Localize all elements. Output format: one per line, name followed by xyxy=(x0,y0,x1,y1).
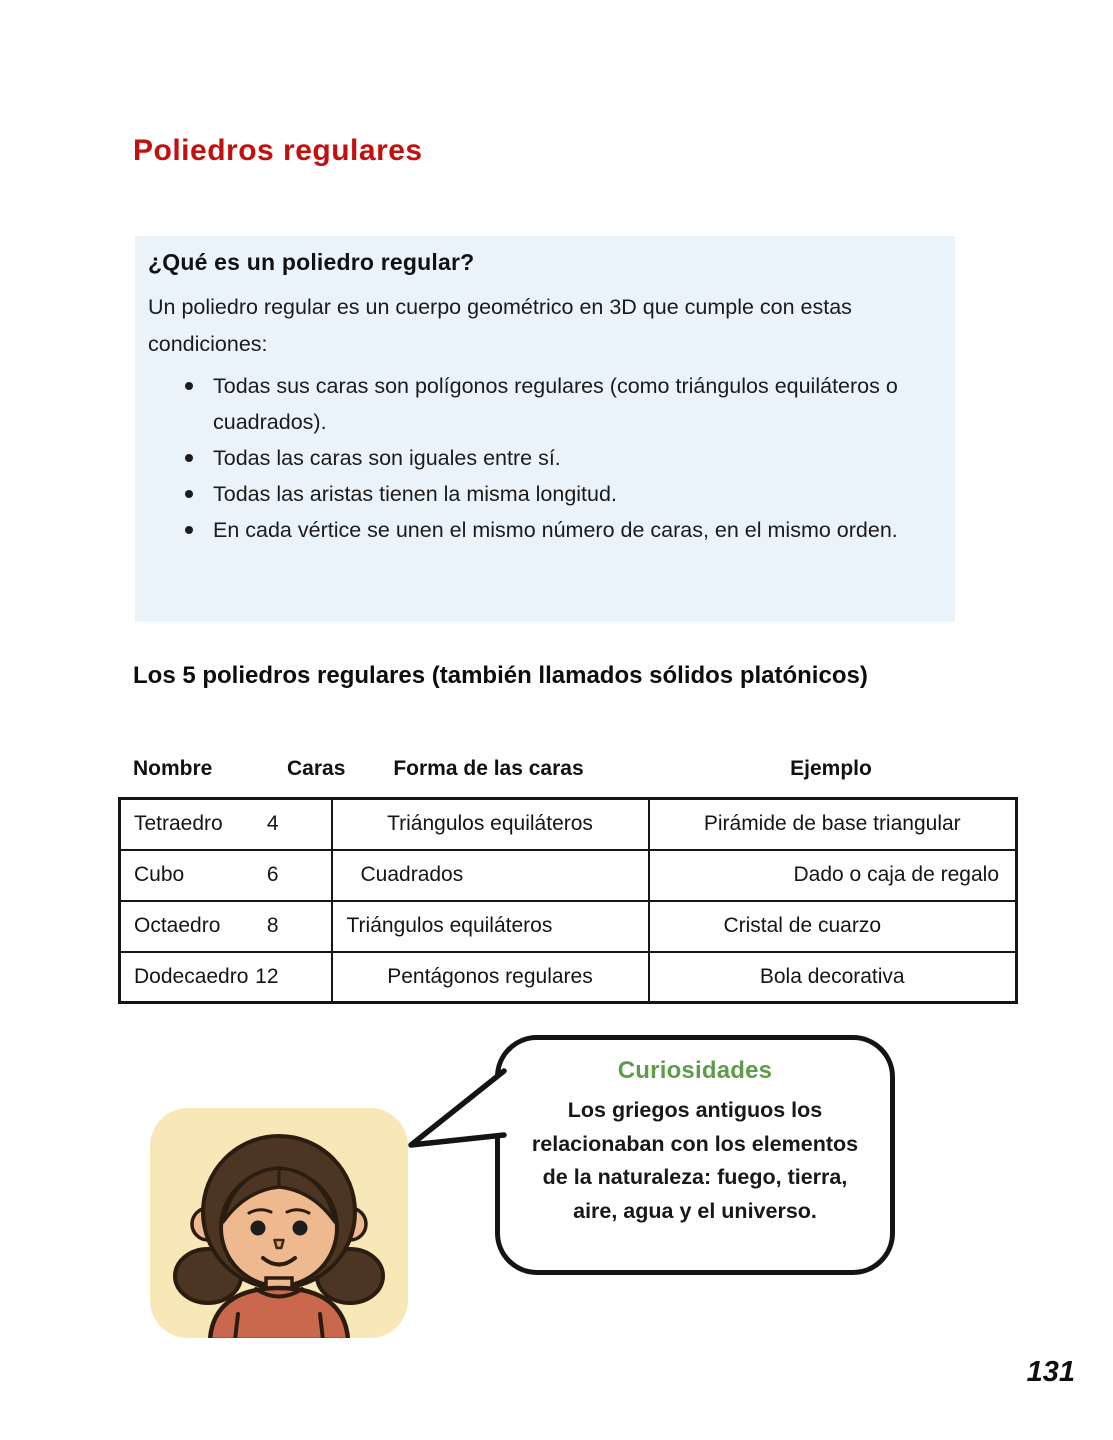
page-title: Poliedros regulares xyxy=(133,134,423,167)
solid-example: Cristal de cuarzo xyxy=(649,901,1017,952)
solid-faces-count: 6 xyxy=(266,863,279,886)
solid-face-shape: Cuadrados xyxy=(332,850,649,901)
solids-table xyxy=(118,797,1018,1004)
definition-box xyxy=(135,236,955,622)
curiosity-text: Los griegos antiguos los relacionaban con los elementos de la naturaleza: fuego, tierra, aire, agua y el universo. xyxy=(531,1098,859,1223)
definition-bullet-list xyxy=(148,368,935,548)
solid-name: Dodecaedro xyxy=(134,964,249,988)
solid-face-shape: Triángulos equiláteros xyxy=(332,799,649,850)
solid-name: Octaedro xyxy=(134,914,221,937)
solid-name: Cubo xyxy=(134,863,185,886)
girl-avatar xyxy=(150,1108,408,1338)
table-row xyxy=(120,901,1017,952)
definition-box-heading: ¿Qué es un poliedro regular? xyxy=(148,249,475,275)
solid-example: Dado o caja de regalo xyxy=(649,850,1017,901)
column-header-forma: Forma de las caras xyxy=(393,757,584,780)
solid-example: Bola decorativa xyxy=(649,952,1017,1003)
table-row xyxy=(120,952,1017,1003)
bullet-item: Todas las aristas tienen la misma longitud. xyxy=(213,476,935,512)
bullet-item: Todas las caras son iguales entre sí. xyxy=(213,440,935,476)
table-header-row xyxy=(118,757,1015,791)
column-header-caras: Caras xyxy=(287,757,346,780)
column-header-nombre: Nombre xyxy=(133,757,213,780)
solid-faces-count: 12 xyxy=(255,964,279,988)
page-number: 131 xyxy=(1026,1356,1075,1388)
curiosity-heading: Curiosidades xyxy=(617,1057,773,1084)
solid-example: Pirámide de base triangular xyxy=(649,799,1017,850)
curiosity-speech-bubble xyxy=(495,1035,895,1275)
bullet-item: En cada vértice se unen el mismo número de caras, en el mismo orden. xyxy=(213,512,935,548)
speech-bubble-tail xyxy=(405,1065,507,1153)
definition-intro: Un poliedro regular es un cuerpo geométrico en 3D que cumple con estas condiciones: xyxy=(148,295,852,356)
solid-face-shape: Pentágonos regulares xyxy=(332,952,649,1003)
solids-section-heading: Los 5 poliedros regulares (también llamados sólidos platónicos) xyxy=(133,662,868,689)
column-header-ejemplo: Ejemplo xyxy=(790,757,872,780)
solid-name: Tetraedro xyxy=(134,812,223,836)
solid-faces-count: 4 xyxy=(266,812,279,836)
table-row xyxy=(120,799,1017,850)
solid-face-shape: Triángulos equiláteros xyxy=(332,901,649,952)
solid-faces-count: 8 xyxy=(266,914,279,937)
table-row xyxy=(120,850,1017,901)
bullet-item: Todas sus caras son polígonos regulares (como triángulos equiláteros o cuadrados). xyxy=(213,368,935,440)
